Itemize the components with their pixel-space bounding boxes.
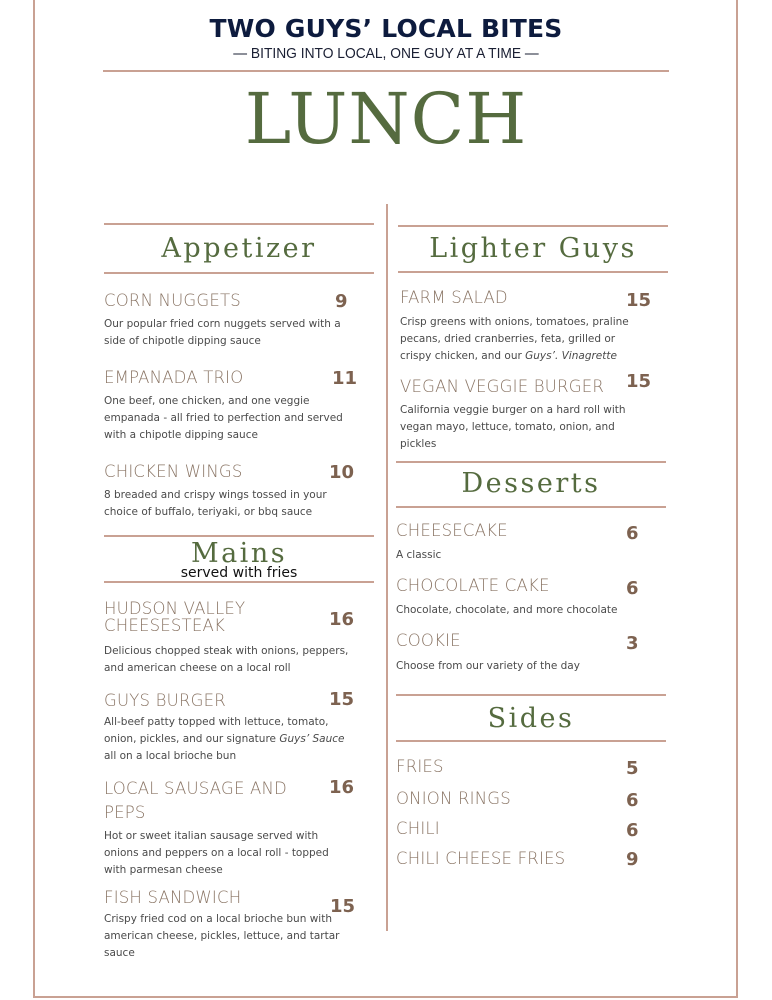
item-price: 9 <box>335 291 348 312</box>
item-name: FRIES <box>396 757 444 776</box>
item-description: 8 breaded and crispy wings tossed in your choice of buffalo, teriyaki, or bbq sauce <box>104 489 327 518</box>
item-price: 9 <box>626 849 639 870</box>
tagline: — BITING INTO LOCAL, ONE GUY AT A TIME — <box>233 45 539 62</box>
section-title: Desserts <box>461 468 601 499</box>
item-description: Crispy fried cod on a local brioche bun with american cheese, pickles, lettuce, and tartar sauce <box>104 913 340 959</box>
item-price: 6 <box>626 820 639 841</box>
description-text: All-beef patty topped with lettuce, tomato, onion, pickles, and our signature <box>104 716 329 745</box>
item-name: ONION RINGS <box>396 789 511 808</box>
section-title: Mains <box>190 538 288 569</box>
meal-title: LUNCH <box>244 78 528 160</box>
column-divider <box>386 204 388 931</box>
item-price: 11 <box>332 368 358 389</box>
item-name: CHILI <box>396 819 440 838</box>
item-price: 16 <box>329 777 355 798</box>
item-description: California veggie burger on a hard roll with vegan mayo, lettuce, tomato, onion, and pickles <box>400 404 626 450</box>
item-name: COOKIE <box>396 631 461 650</box>
item-price: 15 <box>626 290 652 311</box>
section-rule <box>398 271 668 273</box>
item-name: CHICKEN WINGS <box>104 462 243 481</box>
item-name: LOCAL SAUSAGE AND PEPS <box>104 779 287 822</box>
restaurant-name: TWO GUYS’ LOCAL BITES <box>209 14 563 43</box>
section-rule <box>104 272 374 274</box>
signature-sauce: Guys’ Sauce <box>279 733 345 745</box>
item-description: Chocolate, chocolate, and more chocolate <box>396 604 618 616</box>
item-name: EMPANADA TRIO <box>104 368 244 387</box>
section-title: Lighter Guys <box>429 233 637 264</box>
description-text: Crisp greens with onions, tomatoes, praline pecans, dried cranberries, feta, grilled or crispy chicken, and our <box>400 316 629 362</box>
item-price: 15 <box>330 896 356 917</box>
vinaigrette-name: Guys’. Vinagrette <box>525 350 617 362</box>
item-name: CHILI CHEESE FRIES <box>396 849 566 868</box>
section-rule <box>396 694 666 696</box>
header-divider <box>103 70 669 72</box>
item-name: CHOCOLATE CAKE <box>396 576 550 595</box>
description-text: all on a local brioche bun <box>104 750 237 762</box>
item-description: Hot or sweet italian sausage served with onions and peppers on a local roll - topped with parmesan cheese <box>104 830 329 876</box>
section-subtitle: served with fries <box>180 565 298 581</box>
item-name: FARM SALAD <box>400 288 508 307</box>
section-rule <box>104 581 374 583</box>
item-price: 15 <box>626 371 652 392</box>
item-name: VEGAN VEGGIE BURGER <box>400 377 605 396</box>
item-price: 6 <box>626 523 639 544</box>
section-rule <box>398 225 668 227</box>
item-name: CORN NUGGETS <box>104 291 241 310</box>
item-description: Our popular fried corn nuggets served with a side of chipotle dipping sauce <box>104 318 341 347</box>
item-price: 16 <box>329 609 355 630</box>
item-price: 3 <box>626 633 639 654</box>
section-title: Appetizer <box>161 233 317 264</box>
item-description <box>400 314 630 365</box>
section-rule <box>396 506 666 508</box>
item-description: Choose from our variety of the day <box>396 660 580 672</box>
item-price: 5 <box>626 758 639 779</box>
item-description: One beef, one chicken, and one veggie empanada - all fried to perfection and served with a chipotle dipping sauce <box>104 395 343 441</box>
section-rule <box>396 461 666 463</box>
item-description <box>104 714 349 765</box>
section-rule <box>104 535 374 537</box>
item-price: 10 <box>329 462 355 483</box>
item-price: 6 <box>626 578 639 599</box>
item-name: GUYS BURGER <box>104 691 226 710</box>
item-price: 6 <box>626 790 639 811</box>
section-rule <box>396 740 666 742</box>
item-name: CHEESECAKE <box>396 521 508 540</box>
item-name: HUDSON VALLEY CHEESESTEAK <box>104 599 246 635</box>
item-description: A classic <box>396 549 442 561</box>
item-description: Delicious chopped steak with onions, peppers, and american cheese on a local roll <box>104 645 349 674</box>
section-title: Sides <box>487 703 575 734</box>
section-rule <box>104 223 374 225</box>
item-name: FISH SANDWICH <box>104 888 242 907</box>
item-price: 15 <box>329 689 355 710</box>
